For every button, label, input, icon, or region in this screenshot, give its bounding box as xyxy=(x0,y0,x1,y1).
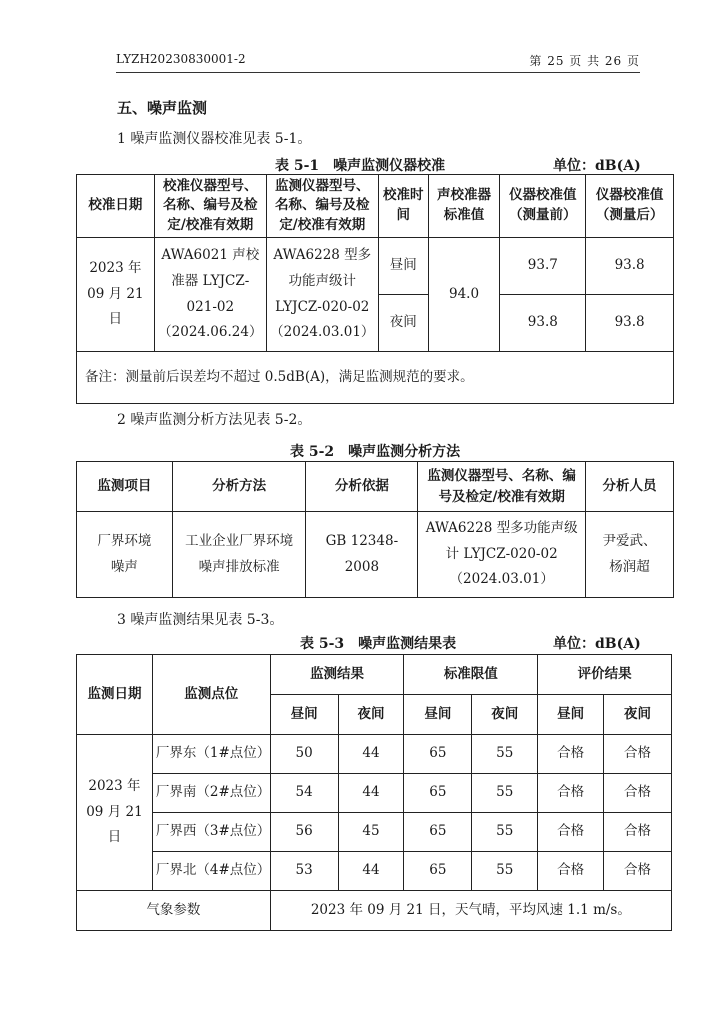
paragraph-3: 3 噪声监测结果见表 5-3。 xyxy=(117,612,284,628)
table-row xyxy=(77,238,674,295)
analysis-method: 工业企业厂界环境噪声排放标准 xyxy=(172,512,306,598)
eval-day: 合格 xyxy=(538,813,604,852)
limit-night: 55 xyxy=(472,774,538,813)
value-before: 93.8 xyxy=(500,295,586,352)
header-cell: 分析依据 xyxy=(306,462,418,512)
header-cell: 声校准器标准值 xyxy=(428,175,500,238)
header-cell: 监测仪器型号、名称、编号及检定/校准有效期 xyxy=(418,462,586,512)
result-day: 56 xyxy=(270,813,338,852)
header-cell: 监测日期 xyxy=(77,655,153,735)
limit-night: 55 xyxy=(472,735,538,774)
table-3-unit: 单位：dB(A) xyxy=(553,636,641,652)
result-night: 44 xyxy=(338,852,404,891)
header-cell: 夜间 xyxy=(604,695,672,735)
value-after: 93.8 xyxy=(586,238,674,295)
eval-day: 合格 xyxy=(538,774,604,813)
eval-night: 合格 xyxy=(604,852,672,891)
results-table xyxy=(76,654,672,931)
table-note-row xyxy=(77,352,674,404)
table-3-caption: 表 5-3 噪声监测结果表 xyxy=(300,636,457,652)
calibration-date: 2023 年 09 月 21 日 xyxy=(77,238,155,352)
paragraph-2: 2 噪声监测分析方法见表 5-2。 xyxy=(117,412,312,428)
table-1-caption: 表 5-1 噪声监测仪器校准 xyxy=(275,158,446,174)
standard-value: 94.0 xyxy=(428,238,500,352)
value-after: 93.8 xyxy=(586,295,674,352)
limit-day: 65 xyxy=(404,735,472,774)
weather-row xyxy=(77,891,672,931)
header-cell: 昼间 xyxy=(270,695,338,735)
eval-day: 合格 xyxy=(538,852,604,891)
result-night: 44 xyxy=(338,735,404,774)
header-cell: 监测结果 xyxy=(270,655,404,695)
header-cell: 校准仪器型号、名称、编号及检定/校准有效期 xyxy=(154,175,266,238)
limit-day: 65 xyxy=(404,852,472,891)
table-row xyxy=(77,774,672,813)
header-cell: 夜间 xyxy=(338,695,404,735)
header-cell: 监测仪器型号、名称、编号及检定/校准有效期 xyxy=(266,175,378,238)
calibration-time: 昼间 xyxy=(378,238,428,295)
eval-night: 合格 xyxy=(604,813,672,852)
table-header-row xyxy=(77,462,674,512)
header-cell: 分析方法 xyxy=(172,462,306,512)
result-night: 45 xyxy=(338,813,404,852)
header-cell: 夜间 xyxy=(472,695,538,735)
table-row xyxy=(77,735,672,774)
section-title: 五、噪声监测 xyxy=(117,99,208,117)
table-note: 备注：测量前后误差均不超过 0.5dB(A)，满足监测规范的要求。 xyxy=(77,352,674,404)
monitoring-date: 2023 年 09 月 21 日 xyxy=(77,735,153,891)
table-2-caption: 表 5-2 噪声监测分析方法 xyxy=(290,444,461,460)
result-day: 50 xyxy=(270,735,338,774)
limit-night: 55 xyxy=(472,813,538,852)
monitoring-point: 厂界北（4#点位） xyxy=(152,852,270,891)
table-header-row xyxy=(77,175,674,238)
header-cell: 监测项目 xyxy=(77,462,173,512)
header-cell: 仪器校准值（测量后） xyxy=(586,175,674,238)
header-cell: 评价结果 xyxy=(538,655,672,695)
limit-day: 65 xyxy=(404,774,472,813)
analysis-basis: GB 12348-2008 xyxy=(306,512,418,598)
result-night: 44 xyxy=(338,774,404,813)
result-day: 54 xyxy=(270,774,338,813)
weather-info: 2023 年 09 月 21 日，天气晴，平均风速 1.1 m/s。 xyxy=(270,891,671,931)
instrument-info: AWA6228 型多功能声级计 LYJCZ-020-02（2024.03.01） xyxy=(418,512,586,598)
page-number: 第 25 页 共 26 页 xyxy=(529,54,640,68)
value-before: 93.7 xyxy=(500,238,586,295)
page-header xyxy=(116,52,640,70)
limit-day: 65 xyxy=(404,813,472,852)
limit-night: 55 xyxy=(472,852,538,891)
monitoring-point: 厂界南（2#点位） xyxy=(152,774,270,813)
calibration-table xyxy=(76,174,674,404)
header-cell: 昼间 xyxy=(538,695,604,735)
calibrator-info: AWA6021 声校准器 LYJCZ-021-02（2024.06.24） xyxy=(154,238,266,352)
monitoring-point: 厂界东（1#点位） xyxy=(152,735,270,774)
table-1-unit: 单位：dB(A) xyxy=(553,158,641,174)
weather-label: 气象参数 xyxy=(77,891,271,931)
header-cell: 校准日期 xyxy=(77,175,155,238)
header-cell: 分析人员 xyxy=(586,462,674,512)
monitoring-item: 厂界环境噪声 xyxy=(77,512,173,598)
eval-night: 合格 xyxy=(604,774,672,813)
analysts: 尹爱武、杨润超 xyxy=(586,512,674,598)
table-row xyxy=(77,813,672,852)
table-row xyxy=(77,852,672,891)
instrument-info: AWA6228 型多功能声级计 LYJCZ-020-02（2024.03.01） xyxy=(266,238,378,352)
paragraph-1: 1 噪声监测仪器校准见表 5-1。 xyxy=(117,131,312,147)
header-divider xyxy=(116,72,640,73)
monitoring-point: 厂界西（3#点位） xyxy=(152,813,270,852)
header-cell: 昼间 xyxy=(404,695,472,735)
header-cell: 仪器校准值（测量前） xyxy=(500,175,586,238)
header-cell: 监测点位 xyxy=(152,655,270,735)
table-header-row xyxy=(77,655,672,695)
table-row xyxy=(77,512,674,598)
result-day: 53 xyxy=(270,852,338,891)
eval-night: 合格 xyxy=(604,735,672,774)
calibration-time: 夜间 xyxy=(378,295,428,352)
header-cell: 标准限值 xyxy=(404,655,538,695)
eval-day: 合格 xyxy=(538,735,604,774)
header-cell: 校准时间 xyxy=(378,175,428,238)
method-table xyxy=(76,461,674,598)
report-number: LYZH20230830001-2 xyxy=(116,52,246,66)
